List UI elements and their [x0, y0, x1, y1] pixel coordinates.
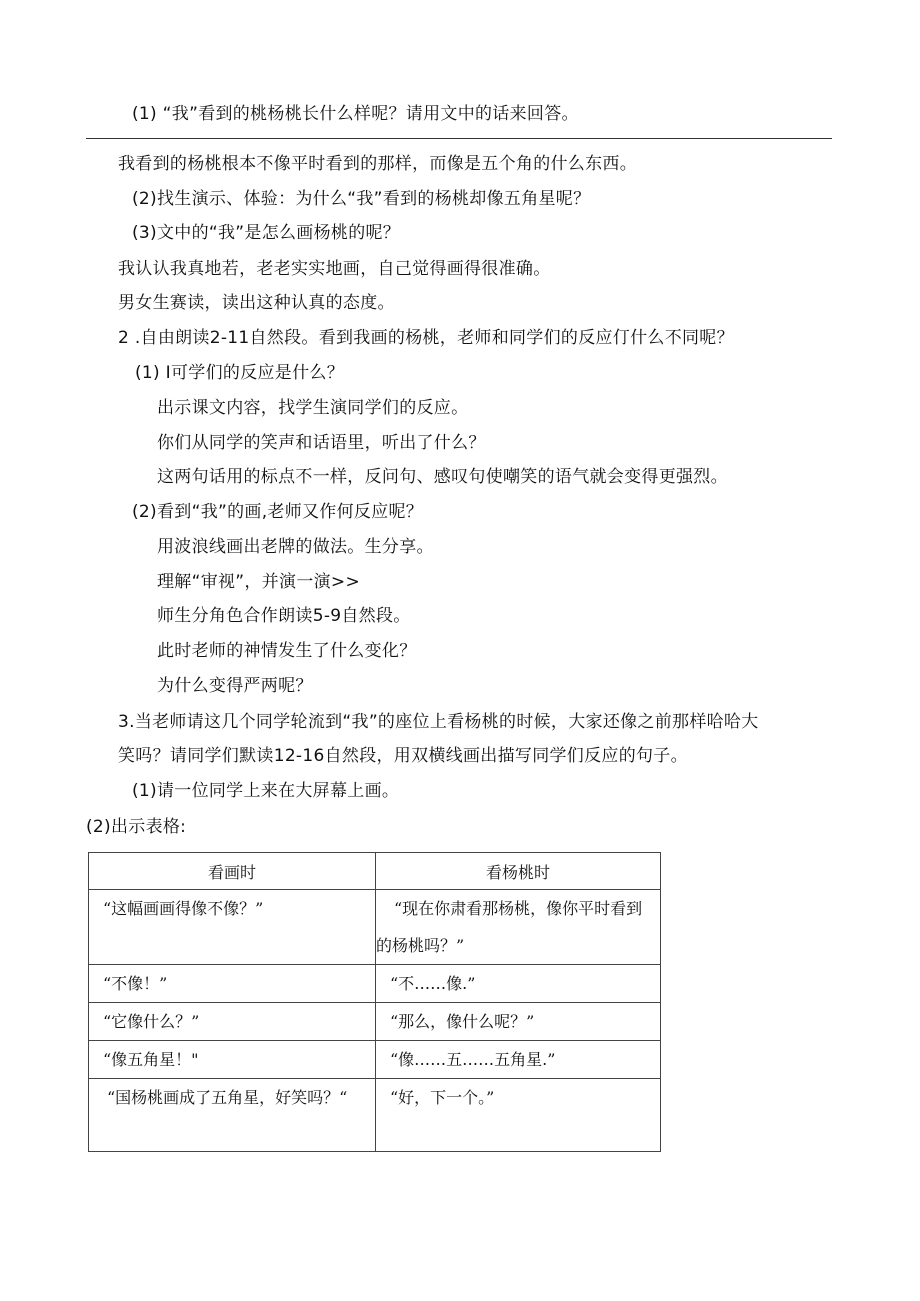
cell-text: “它像什么？” [103, 1012, 200, 1031]
table-cell [376, 1003, 661, 1041]
table-header-cell: 看杨桃时 [376, 853, 661, 890]
section-2-q1-line1: 出示课文内容，找学生演同学们的反应。 [157, 398, 469, 418]
cell-text: “好，下一个。” [390, 1088, 495, 1107]
section-2: 2 .自由朗读2-11自然段。看到我画的杨桃，老师和同学们的反应仃什么不同呢？ [118, 328, 734, 348]
section-2-q2: (2)看到“我”的画,老师又作何反应呢？ [132, 502, 424, 522]
cell-text: “那么，像什么呢？” [390, 1012, 535, 1031]
section-3-line1: 3.当老师请这几个同学轮流到“我”的座位上看杨桃的时候，大家还像之前那样哈哈大 [118, 712, 759, 732]
divider-line [86, 138, 832, 139]
question-3: (3)文中的“我”是怎么画杨桃的呢？ [132, 223, 401, 243]
table-cell [376, 1079, 661, 1152]
answer-3: 我认认我真地若，老老实实地画，自己觉得画得很准确。 [118, 259, 551, 279]
cell-text: “这幅画画得像不像？” [103, 899, 264, 918]
cell-text: “不像！” [103, 974, 168, 993]
section-3-q2: (2)出示表格: [86, 817, 187, 837]
section-3-q1: (1)请一位同学上来在大屏幕上画。 [132, 781, 400, 801]
section-2-q2-line1: 用波浪线画出老牌的做法。生分享。 [157, 537, 434, 557]
section-2-q1-line2: 你们从同学的笑声和话语里，听出了什么？ [157, 433, 486, 453]
section-3-line2: 笑吗？请同学们默读12-16自然段，用双横线画出描写同学们反应的句子。 [118, 746, 688, 766]
table-header-row [89, 853, 661, 890]
table-row [89, 1079, 661, 1152]
cell-text: “像五角星！" [103, 1050, 199, 1069]
table-row [89, 1003, 661, 1041]
table-row [89, 1041, 661, 1079]
table-cell [376, 965, 661, 1003]
table-cell [89, 1003, 376, 1041]
table-cell [89, 890, 376, 965]
table-row [89, 965, 661, 1003]
table-cell [89, 1041, 376, 1079]
table-cell [89, 965, 376, 1003]
cell-text: “像……五……五角星.” [390, 1050, 556, 1069]
section-2-q2-line3: 师生分角色合作朗读5-9自然段。 [157, 606, 411, 626]
answer-1: 我看到的杨桃根本不像平时看到的那样，而像是五个角的什么东西。 [118, 154, 637, 174]
section-2-q2-line5: 为什么变得严两呢？ [157, 676, 313, 696]
question-1: (1) “我”看到的桃杨桃长什么样呢？请用文中的话来回答。 [132, 104, 579, 124]
cell-text: “不……像.” [390, 974, 476, 993]
section-2-q1-line3: 这两句话用的标点不一样，反问句、感叹句使嘲笑的语气就会变得更强烈。 [157, 467, 728, 487]
table-header-cell: 看画时 [89, 853, 376, 890]
comparison-table [88, 852, 661, 1152]
question-2: (2)找生演示、体验：为什么“我”看到的杨桃却像五角星呢？ [132, 189, 591, 209]
section-2-q2-line4: 此时老师的神情发生了什么变化？ [157, 641, 417, 661]
activity-reading: 男女生赛读，读出这种认真的态度。 [118, 293, 395, 313]
table-row [89, 890, 661, 965]
table-cell [376, 890, 661, 965]
table-cell [376, 1041, 661, 1079]
section-2-q2-line2: 理解“审视”，并演一演>> [157, 572, 361, 592]
section-2-q1: (1) I可学们的反应是什么？ [135, 363, 344, 383]
cell-text: “国杨桃画成了五角星，好笑吗？“ [107, 1088, 348, 1107]
cell-text: “现在你肃看那杨桃，像你平时看到的杨桃吗？” [376, 899, 643, 955]
table-cell [89, 1079, 376, 1152]
